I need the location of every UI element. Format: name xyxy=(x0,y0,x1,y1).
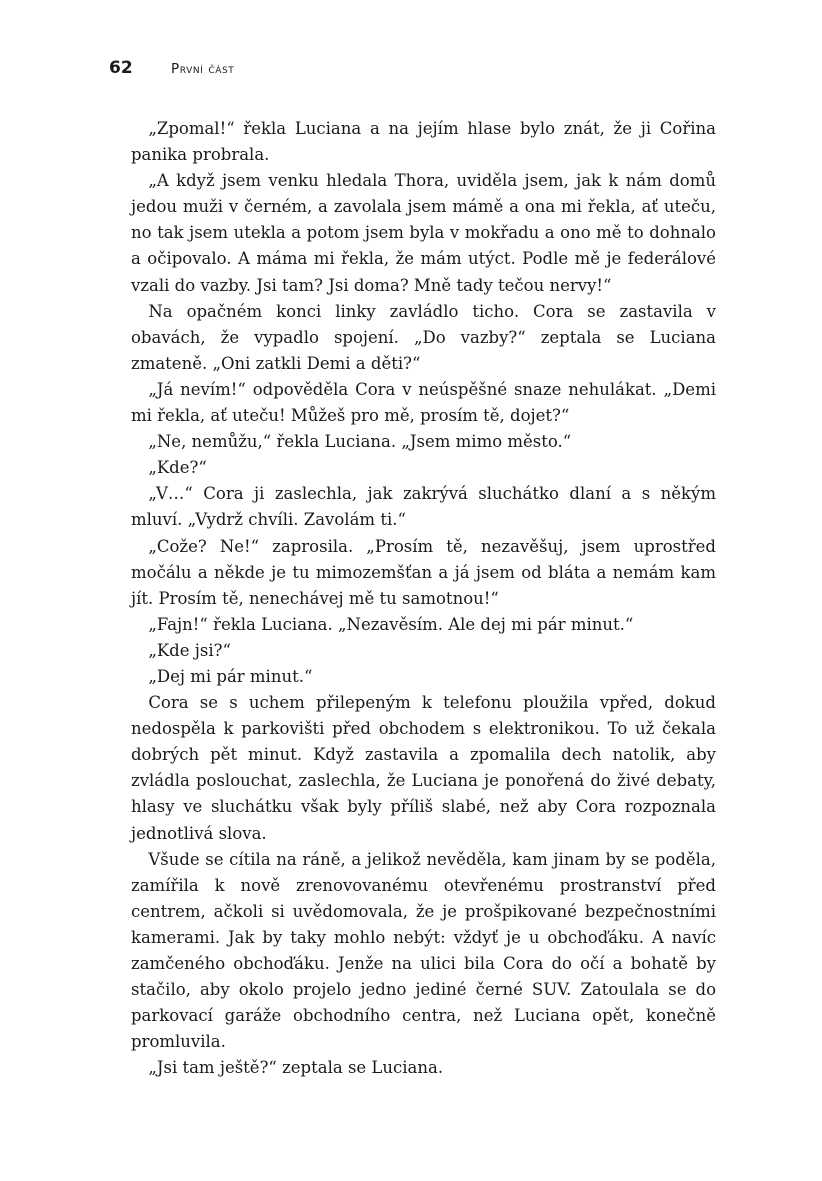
section-title: První část xyxy=(171,61,235,77)
paragraph: Všude se cítila na ráně, a jelikož nevěděla, kam jinam by se poděla, zamířila k nově zrenovovanému otevřenému prostranství před centrem, ačkoli si uvědomovala, že je prošpikované bezpečnostními kamerami. Jak by taky mohlo nebýt: vždyť je u obchoďáku. A navíc zamčeného obchoďáku. Jenže na ulici bila Cora do očí a bohatě by stačilo, aby okolo projelo jedno jediné černé SUV. Zatoulala se do parkovací garáže obchodního centra, než Luciana opět, konečně promluvila. xyxy=(131,849,716,1052)
page-number: 62 xyxy=(109,58,133,78)
paragraph: „Jsi tam ještě?“ zeptala se Luciana. xyxy=(148,1058,444,1078)
running-head xyxy=(109,58,234,78)
body-text xyxy=(131,116,716,1081)
paragraph: „A když jsem venku hledala Thora, uviděla jsem, jak k nám domů jedou muži v černém, a zavolala jsem mámě a ona mi řekla, ať uteču, no tak jsem utekla a potom jsem byla v mokřadu a ono mě to dohnalo a očipovalo. A máma mi řekla, že mám utýct. Podle mě je federálové vzali do vazby. Jsi tam? Jsi doma? Mně tady tečou nervy!“ xyxy=(131,171,716,295)
paragraph: „Kde?“ xyxy=(148,458,207,478)
paragraph: Cora se s uchem přilepeným k telefonu ploužila vpřed, dokud nedospěla k parkovišti před obchodem s elektronikou. To už čekala dobrých pět minut. Když zastavila a zpomalila dech natolik, aby zvládla poslouchat, zaslechla, že Luciana je ponořená do živé debaty, hlasy ve sluchátku však byly příliš slabé, než aby Cora rozpoznala jednotlivá slova. xyxy=(131,693,716,843)
paragraph: „Dej mi pár minut.“ xyxy=(148,666,313,686)
paragraph: „Zpomal!“ řekla Luciana a na jejím hlase bylo znát, že ji Cořina panika probrala. xyxy=(131,119,716,165)
paragraph: Na opačném konci linky zavládlo ticho. Cora se zastavila v obavách, že vypadlo spojení. „Do vazby?“ zeptala se Luciana zmateně. „Oni zatkli Demi a děti?“ xyxy=(131,301,716,373)
paragraph: „Kde jsi?“ xyxy=(148,640,231,660)
paragraph: „Ne, nemůžu,“ řekla Luciana. „Jsem mimo město.“ xyxy=(148,432,572,452)
paragraph: „Cože? Ne!“ zaprosila. „Prosím tě, nezavěšuj, jsem uprostřed močálu a někde je tu mimozemšťan a já jsem od bláta a nemám kam jít. Prosím tě, nenechávej mě tu samotnou!“ xyxy=(131,536,716,608)
paragraph: „V…“ Cora ji zaslechla, jak zakrývá sluchátko dlaní a s někým mluví. „Vydrž chvíli. Zavolám ti.“ xyxy=(131,484,716,530)
paragraph: „Já nevím!“ odpověděla Cora v neúspěšné snaze nehulákat. „Demi mi řekla, ať uteču! Můžeš pro mě, prosím tě, dojet?“ xyxy=(131,379,716,426)
paragraph: „Fajn!“ řekla Luciana. „Nezavěsím. Ale dej mi pár minut.“ xyxy=(148,614,634,634)
